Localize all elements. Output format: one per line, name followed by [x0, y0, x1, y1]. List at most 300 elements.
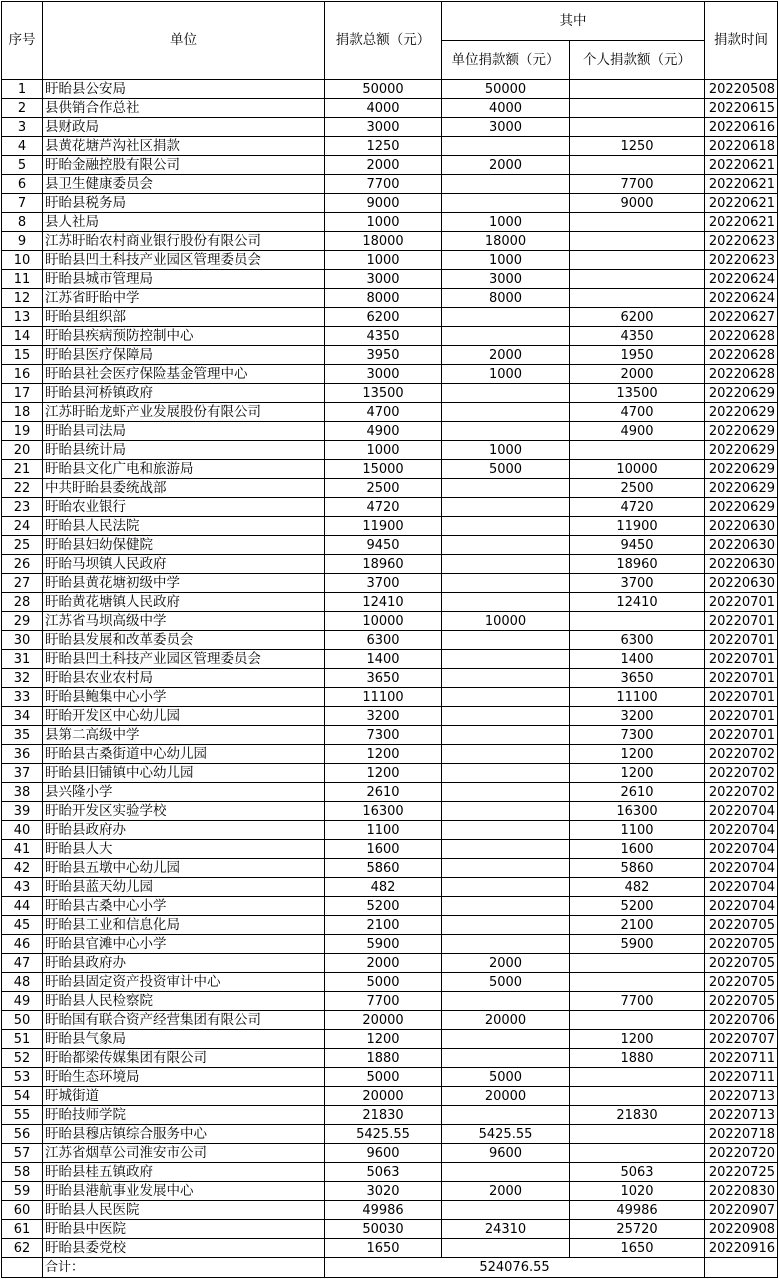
unit-name-cell: 江苏省烟草公司淮安市公司 [43, 1144, 325, 1163]
personal-amount-cell: 7700 [570, 992, 705, 1011]
total-amount-cell: 18960 [325, 555, 442, 574]
total-amount-cell: 7300 [325, 726, 442, 745]
personal-amount-cell: 7700 [570, 175, 705, 194]
unit-amount-cell [442, 707, 570, 726]
date-cell: 20220701 [705, 669, 778, 688]
date-cell: 20220916 [705, 1239, 778, 1258]
seq-cell: 44 [2, 897, 43, 916]
table-row [2, 213, 778, 232]
table-row [2, 593, 778, 612]
table-row [2, 688, 778, 707]
total-amount-cell: 6200 [325, 308, 442, 327]
seq-cell: 60 [2, 1201, 43, 1220]
table-row [2, 1125, 778, 1144]
personal-amount-cell [570, 289, 705, 308]
date-cell: 20220701 [705, 612, 778, 631]
total-amount-cell: 10000 [325, 612, 442, 631]
unit-name-cell: 盱眙县固定资产投资审计中心 [43, 973, 325, 992]
personal-amount-cell [570, 118, 705, 137]
personal-amount-cell: 5900 [570, 935, 705, 954]
table-row [2, 935, 778, 954]
personal-amount-cell: 2100 [570, 916, 705, 935]
total-amount-cell: 4720 [325, 498, 442, 517]
date-cell: 20220705 [705, 973, 778, 992]
date-cell: 20220615 [705, 99, 778, 118]
unit-amount-cell [442, 745, 570, 764]
seq-cell: 28 [2, 593, 43, 612]
table-row [2, 1049, 778, 1068]
personal-amount-cell: 1250 [570, 137, 705, 156]
unit-amount-cell [442, 1106, 570, 1125]
unit-amount-cell: 5000 [442, 973, 570, 992]
total-amount-cell: 5200 [325, 897, 442, 916]
unit-amount-cell [442, 840, 570, 859]
personal-amount-cell: 12410 [570, 593, 705, 612]
header-unit-amount: 单位捐款额（元） [442, 41, 570, 80]
table-body [2, 80, 778, 1258]
header-total: 捐款总额（元） [325, 2, 442, 80]
table-row [2, 669, 778, 688]
unit-amount-cell [442, 688, 570, 707]
unit-amount-cell [442, 498, 570, 517]
total-amount-cell: 1000 [325, 251, 442, 270]
date-cell: 20220621 [705, 194, 778, 213]
seq-cell: 46 [2, 935, 43, 954]
table-row [2, 954, 778, 973]
unit-name-cell: 盱眙县司法局 [43, 422, 325, 441]
unit-name-cell: 盱眙县委党校 [43, 1239, 325, 1258]
seq-cell: 27 [2, 574, 43, 593]
unit-name-cell: 江苏盱眙龙虾产业发展股份有限公司 [43, 403, 325, 422]
seq-cell: 23 [2, 498, 43, 517]
seq-cell: 5 [2, 156, 43, 175]
unit-name-cell: 盱眙县人民检察院 [43, 992, 325, 1011]
date-cell: 20220629 [705, 479, 778, 498]
table-row [2, 384, 778, 403]
personal-amount-cell [570, 1068, 705, 1087]
seq-cell: 4 [2, 137, 43, 156]
total-amount-cell: 13500 [325, 384, 442, 403]
table-row [2, 232, 778, 251]
total-amount-cell: 3000 [325, 270, 442, 289]
unit-amount-cell [442, 327, 570, 346]
unit-name-cell: 盱眙县河桥镇政府 [43, 384, 325, 403]
total-amount-cell: 1100 [325, 821, 442, 840]
unit-name-cell: 盱眙县官滩中心小学 [43, 935, 325, 954]
seq-cell: 48 [2, 973, 43, 992]
personal-amount-cell: 49986 [570, 1201, 705, 1220]
table-row [2, 1087, 778, 1106]
unit-amount-cell [442, 935, 570, 954]
date-cell: 20220702 [705, 745, 778, 764]
table-row [2, 631, 778, 650]
unit-amount-cell: 3000 [442, 118, 570, 137]
unit-name-cell: 盱眙黄花塘镇人民政府 [43, 593, 325, 612]
unit-amount-cell [442, 992, 570, 1011]
date-cell: 20220711 [705, 1049, 778, 1068]
total-amount-cell: 1600 [325, 840, 442, 859]
seq-cell: 55 [2, 1106, 43, 1125]
date-cell: 20220629 [705, 441, 778, 460]
total-amount-cell: 3020 [325, 1182, 442, 1201]
total-amount-cell: 2500 [325, 479, 442, 498]
unit-amount-cell [442, 403, 570, 422]
date-cell: 20220629 [705, 422, 778, 441]
unit-amount-cell: 1000 [442, 213, 570, 232]
date-cell: 20220630 [705, 574, 778, 593]
personal-amount-cell: 1600 [570, 840, 705, 859]
unit-amount-cell: 3000 [442, 270, 570, 289]
unit-name-cell: 盱眙县五墩中心幼儿园 [43, 859, 325, 878]
unit-amount-cell: 50000 [442, 80, 570, 99]
date-cell: 20220701 [705, 631, 778, 650]
table-row [2, 80, 778, 99]
table-row [2, 1068, 778, 1087]
date-cell: 20220713 [705, 1087, 778, 1106]
date-cell: 20220704 [705, 840, 778, 859]
seq-cell: 62 [2, 1239, 43, 1258]
table-row [2, 251, 778, 270]
table-row [2, 1220, 778, 1239]
personal-amount-cell [570, 1144, 705, 1163]
seq-cell: 53 [2, 1068, 43, 1087]
table-row [2, 99, 778, 118]
total-amount-cell: 482 [325, 878, 442, 897]
unit-name-cell: 江苏省盱眙中学 [43, 289, 325, 308]
unit-name-cell: 盱眙县文化广电和旅游局 [43, 460, 325, 479]
total-amount-cell: 20000 [325, 1011, 442, 1030]
unit-name-cell: 江苏省马坝高级中学 [43, 612, 325, 631]
unit-name-cell: 盱城街道 [43, 1087, 325, 1106]
seq-cell: 24 [2, 517, 43, 536]
personal-amount-cell [570, 1011, 705, 1030]
personal-amount-cell: 482 [570, 878, 705, 897]
personal-amount-cell: 1100 [570, 821, 705, 840]
seq-cell: 40 [2, 821, 43, 840]
unit-name-cell: 盱眙县人大 [43, 840, 325, 859]
date-cell: 20220624 [705, 270, 778, 289]
unit-name-cell: 盱眙县中医院 [43, 1220, 325, 1239]
table-row [2, 764, 778, 783]
unit-amount-cell: 5000 [442, 460, 570, 479]
date-cell: 20220627 [705, 308, 778, 327]
unit-amount-cell: 2000 [442, 954, 570, 973]
total-amount-cell: 4900 [325, 422, 442, 441]
unit-name-cell: 盱眙县疾病预防控制中心 [43, 327, 325, 346]
unit-amount-cell [442, 726, 570, 745]
unit-name-cell: 盱眙县医疗保障局 [43, 346, 325, 365]
unit-name-cell: 县黄花塘芦沟社区捐款 [43, 137, 325, 156]
table-row [2, 783, 778, 802]
seq-cell: 39 [2, 802, 43, 821]
table-row [2, 707, 778, 726]
date-cell: 20220704 [705, 821, 778, 840]
total-amount-cell: 9450 [325, 536, 442, 555]
unit-amount-cell: 2000 [442, 346, 570, 365]
donation-table [1, 1, 778, 1278]
unit-name-cell: 盱眙县政府办 [43, 954, 325, 973]
seq-cell: 36 [2, 745, 43, 764]
unit-amount-cell [442, 1201, 570, 1220]
date-cell: 20220701 [705, 593, 778, 612]
table-row [2, 346, 778, 365]
unit-name-cell: 盱眙县税务局 [43, 194, 325, 213]
unit-amount-cell [442, 422, 570, 441]
table-row [2, 270, 778, 289]
personal-amount-cell: 1880 [570, 1049, 705, 1068]
table-row [2, 479, 778, 498]
total-amount-cell: 3000 [325, 365, 442, 384]
unit-amount-cell [442, 783, 570, 802]
date-cell: 20220713 [705, 1106, 778, 1125]
table-row [2, 460, 778, 479]
date-cell: 20220623 [705, 232, 778, 251]
unit-amount-cell [442, 517, 570, 536]
table-row [2, 1182, 778, 1201]
unit-amount-cell [442, 593, 570, 612]
seq-cell: 15 [2, 346, 43, 365]
total-label: 合计： [43, 1258, 325, 1278]
seq-cell: 26 [2, 555, 43, 574]
seq-cell: 35 [2, 726, 43, 745]
personal-amount-cell: 1950 [570, 346, 705, 365]
table-row [2, 289, 778, 308]
unit-amount-cell: 10000 [442, 612, 570, 631]
table-row [2, 821, 778, 840]
seq-cell: 50 [2, 1011, 43, 1030]
unit-name-cell: 盱眙县穆店镇综合服务中心 [43, 1125, 325, 1144]
total-amount-cell: 6300 [325, 631, 442, 650]
unit-amount-cell: 5425.55 [442, 1125, 570, 1144]
personal-amount-cell: 13500 [570, 384, 705, 403]
table-row [2, 327, 778, 346]
personal-amount-cell [570, 1087, 705, 1106]
unit-amount-cell: 2000 [442, 1182, 570, 1201]
total-amount-cell: 5860 [325, 859, 442, 878]
seq-cell: 45 [2, 916, 43, 935]
seq-cell: 7 [2, 194, 43, 213]
table-row [2, 194, 778, 213]
seq-cell: 11 [2, 270, 43, 289]
unit-amount-cell: 20000 [442, 1011, 570, 1030]
table-row [2, 175, 778, 194]
date-cell: 20220629 [705, 384, 778, 403]
table-row [2, 422, 778, 441]
seq-cell: 25 [2, 536, 43, 555]
personal-amount-cell: 4720 [570, 498, 705, 517]
total-amount-cell: 20000 [325, 1087, 442, 1106]
total-amount-cell: 1650 [325, 1239, 442, 1258]
unit-name-cell: 县卫生健康委员会 [43, 175, 325, 194]
seq-cell: 57 [2, 1144, 43, 1163]
seq-cell: 54 [2, 1087, 43, 1106]
seq-cell: 43 [2, 878, 43, 897]
header-seq: 序号 [2, 2, 43, 80]
seq-cell: 6 [2, 175, 43, 194]
seq-cell: 51 [2, 1030, 43, 1049]
table-row [2, 1201, 778, 1220]
personal-amount-cell: 5200 [570, 897, 705, 916]
table-row [2, 137, 778, 156]
total-amount-cell: 1000 [325, 213, 442, 232]
date-cell: 20220908 [705, 1220, 778, 1239]
unit-name-cell: 中共盱眙县委统战部 [43, 479, 325, 498]
date-cell: 20220630 [705, 517, 778, 536]
personal-amount-cell [570, 954, 705, 973]
unit-name-cell: 盱眙县统计局 [43, 441, 325, 460]
date-cell: 20220701 [705, 707, 778, 726]
personal-amount-cell: 11900 [570, 517, 705, 536]
personal-amount-cell: 4350 [570, 327, 705, 346]
table-row [2, 650, 778, 669]
seq-cell: 49 [2, 992, 43, 1011]
personal-amount-cell [570, 213, 705, 232]
personal-amount-cell: 1200 [570, 1030, 705, 1049]
unit-amount-cell [442, 384, 570, 403]
total-amount-cell: 1200 [325, 764, 442, 783]
unit-amount-cell: 1000 [442, 251, 570, 270]
unit-name-cell: 盱眙县政府办 [43, 821, 325, 840]
unit-name-cell: 盱眙都梁传媒集团有限公司 [43, 1049, 325, 1068]
date-cell: 20220704 [705, 878, 778, 897]
seq-cell: 22 [2, 479, 43, 498]
date-cell: 20220628 [705, 365, 778, 384]
personal-amount-cell: 5063 [570, 1163, 705, 1182]
seq-cell: 61 [2, 1220, 43, 1239]
unit-amount-cell [442, 1049, 570, 1068]
unit-name-cell: 盱眙县蓝天幼儿园 [43, 878, 325, 897]
personal-amount-cell: 5860 [570, 859, 705, 878]
unit-amount-cell [442, 821, 570, 840]
total-amount-cell: 49986 [325, 1201, 442, 1220]
table-row [2, 517, 778, 536]
unit-name-cell: 县供销合作总社 [43, 99, 325, 118]
seq-cell: 10 [2, 251, 43, 270]
personal-amount-cell: 3650 [570, 669, 705, 688]
unit-name-cell: 盱眙县黄花塘初级中学 [43, 574, 325, 593]
total-row [2, 1258, 778, 1278]
unit-name-cell: 盱眙县组织部 [43, 308, 325, 327]
date-cell: 20220701 [705, 650, 778, 669]
unit-name-cell: 盱眙县城市管理局 [43, 270, 325, 289]
personal-amount-cell: 9000 [570, 194, 705, 213]
table-row [2, 840, 778, 859]
total-amount-cell: 1880 [325, 1049, 442, 1068]
unit-amount-cell: 5000 [442, 1068, 570, 1087]
total-amount-cell: 11900 [325, 517, 442, 536]
unit-amount-cell [442, 897, 570, 916]
seq-cell: 1 [2, 80, 43, 99]
total-amount-cell: 3200 [325, 707, 442, 726]
table-row [2, 878, 778, 897]
table-row [2, 574, 778, 593]
header-personal-amount: 个人捐款额（元） [570, 41, 705, 80]
seq-cell: 32 [2, 669, 43, 688]
date-cell: 20220616 [705, 118, 778, 137]
unit-name-cell: 盱眙县旧铺镇中心幼儿园 [43, 764, 325, 783]
unit-name-cell: 江苏盱眙农村商业银行股份有限公司 [43, 232, 325, 251]
unit-name-cell: 盱眙马坝镇人民政府 [43, 555, 325, 574]
personal-amount-cell [570, 80, 705, 99]
seq-cell: 38 [2, 783, 43, 802]
seq-cell: 42 [2, 859, 43, 878]
seq-cell: 8 [2, 213, 43, 232]
total-amount-cell: 5000 [325, 1068, 442, 1087]
seq-cell: 18 [2, 403, 43, 422]
unit-name-cell: 盱眙县鲍集中心小学 [43, 688, 325, 707]
unit-amount-cell: 1000 [442, 441, 570, 460]
seq-cell: 20 [2, 441, 43, 460]
seq-cell: 56 [2, 1125, 43, 1144]
table-row [2, 1011, 778, 1030]
unit-name-cell: 盱眙县气象局 [43, 1030, 325, 1049]
date-cell: 20220621 [705, 156, 778, 175]
unit-amount-cell [442, 536, 570, 555]
unit-name-cell: 盱眙县妇幼保健院 [43, 536, 325, 555]
date-cell: 20220702 [705, 764, 778, 783]
date-cell: 20220705 [705, 916, 778, 935]
personal-amount-cell: 21830 [570, 1106, 705, 1125]
unit-amount-cell [442, 479, 570, 498]
table-row [2, 441, 778, 460]
unit-name-cell: 盱眙县工业和信息化局 [43, 916, 325, 935]
total-amount-cell: 50030 [325, 1220, 442, 1239]
seq-cell: 52 [2, 1049, 43, 1068]
total-amount-cell: 16300 [325, 802, 442, 821]
table-row [2, 1163, 778, 1182]
unit-amount-cell [442, 1030, 570, 1049]
seq-cell: 47 [2, 954, 43, 973]
unit-amount-cell [442, 137, 570, 156]
date-cell: 20220629 [705, 403, 778, 422]
unit-amount-cell [442, 194, 570, 213]
date-cell: 20220630 [705, 536, 778, 555]
table-row [2, 745, 778, 764]
unit-amount-cell: 1000 [442, 365, 570, 384]
personal-amount-cell [570, 270, 705, 289]
seq-cell: 30 [2, 631, 43, 650]
total-amount-cell: 1200 [325, 1030, 442, 1049]
seq-cell: 9 [2, 232, 43, 251]
personal-amount-cell [570, 441, 705, 460]
unit-name-cell: 盱眙县桂五镇政府 [43, 1163, 325, 1182]
date-cell: 20220704 [705, 859, 778, 878]
total-amount-cell: 3700 [325, 574, 442, 593]
unit-name-cell: 盱眙县发展和改革委员会 [43, 631, 325, 650]
personal-amount-cell: 2000 [570, 365, 705, 384]
total-amount-cell: 8000 [325, 289, 442, 308]
unit-amount-cell [442, 650, 570, 669]
unit-amount-cell: 8000 [442, 289, 570, 308]
unit-amount-cell [442, 631, 570, 650]
personal-amount-cell [570, 156, 705, 175]
personal-amount-cell: 2610 [570, 783, 705, 802]
seq-cell: 12 [2, 289, 43, 308]
unit-amount-cell [442, 764, 570, 783]
unit-name-cell: 县财政局 [43, 118, 325, 137]
seq-cell: 31 [2, 650, 43, 669]
unit-amount-cell: 18000 [442, 232, 570, 251]
total-amount-cell: 5000 [325, 973, 442, 992]
personal-amount-cell [570, 232, 705, 251]
table-row [2, 1030, 778, 1049]
unit-name-cell: 盱眙金融控股有限公司 [43, 156, 325, 175]
unit-name-cell: 盱眙县古桑中心小学 [43, 897, 325, 916]
date-cell: 20220621 [705, 213, 778, 232]
seq-cell: 2 [2, 99, 43, 118]
personal-amount-cell: 1200 [570, 764, 705, 783]
table-row [2, 1144, 778, 1163]
